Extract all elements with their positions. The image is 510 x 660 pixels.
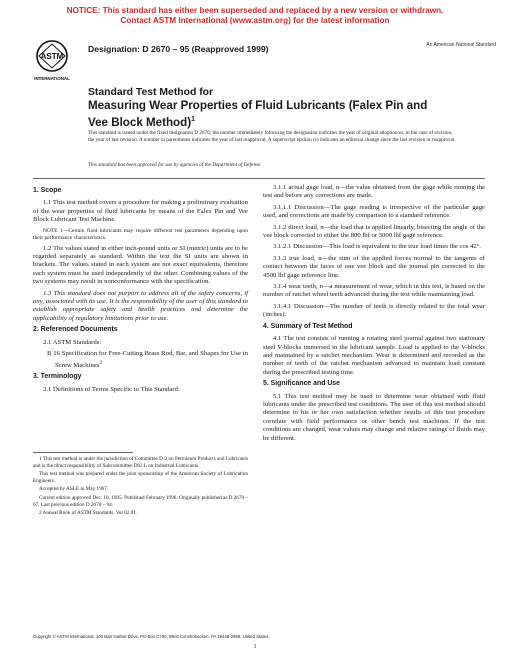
footnote-1d: Current edition approved Dec. 10, 1995. Published February 1996. Originally published as D 2670 – 67. Last previous edition D 2670 – 94.: [33, 494, 248, 508]
notice-line-2: Contact ASTM International (www.astm.org) for the latest information: [120, 16, 390, 25]
document-title: [88, 86, 448, 129]
title-footnote-mark: 1: [191, 115, 195, 123]
svg-text:ASTM: ASTM: [40, 52, 64, 61]
section-4-heading: 4. Summary of Test Method: [263, 322, 353, 330]
copyright-notice: Copyright © ASTM International, 100 Barr Harbor Drive, PO Box C700, West Conshohocken, PA 19428-2959, United States.: [33, 634, 270, 639]
title-line-2: [88, 99, 448, 129]
footnotes: [33, 456, 248, 519]
reference-b16-text: B 16 Specification for Free-Cutting Brass Rod, Bar, and Shapes for Use in Screw Machines: [47, 350, 248, 369]
header-divider: [33, 178, 485, 179]
footnote-1b: This test method was prepared under the joint sponsorship of the American Society of Lubrication Engineers.: [33, 471, 248, 484]
paragraph-3-1-4: 3.1.4 wear teeth, n—a measurement of wear, which in this test, is based on the number of ratchet wheel teeth advanced during the test while maintaining load.: [263, 283, 485, 299]
astm-logo: [33, 38, 71, 84]
title-line-1: Standard Test Method for: [88, 87, 214, 98]
section-1-heading: 1. Scope: [33, 187, 62, 194]
paragraph-1-3: 1.3 This standard does not purport to address all of the safety concerns, if any, associated with its use. It is the responsibility of the user of this standard to establish appropriate safety and health practices and determine the applicability of regulatory limitations prior to use.: [33, 289, 248, 322]
section-3-heading: 3. Terminology: [33, 373, 82, 381]
dod-approval-note: This standard has been approved for use by agencies of the Department of Defense.: [88, 162, 262, 168]
designation: Designation: D 2670 – 95 (Reapproved 1999): [88, 44, 269, 54]
page-number: 1: [253, 644, 257, 650]
paragraph-3-1: 3.1 Definitions of Terms Specific to This Standard:: [43, 385, 180, 393]
paragraph-5-1: 5.1 This test method may be used to determine wear obtained with fluid lubricants under the prescribed test conditions. The user of this test method should determine to his or her own satisfaction whether results of this test procedure correlate with field performance or other bench test machines. If the test conditions are changed, wear values may change and relative ratings of fluids may be different.: [263, 392, 485, 442]
footnote-divider: [33, 452, 133, 453]
notice-line-1: NOTICE: This standard has either been superseded and replaced by a new version or withdrawn.: [66, 6, 444, 15]
paragraph-3-1-1: 3.1.1 actual gage load, n—the value obtained from the gage while running the test and before any corrections are made.: [263, 184, 485, 200]
footnote-1: 1 This test method is under the jurisdiction of Committee D-2 on Petroleum Products and Lubricants and is the direct responsibility of Subcommittee D02.L on Industrial Lubricants.: [33, 456, 248, 469]
paragraph-2-1: 2.1 ASTM Standards:: [43, 338, 102, 346]
reference-b16-footnote-mark: 2: [99, 359, 103, 366]
logo-label: INTERNATIONAL: [34, 76, 70, 81]
american-national-standard-label: An American National Standard: [426, 42, 496, 48]
paragraph-3-1-4-1: 3.1.4.1 Discussion—The number of teeth is directly related to the total wear (inches).: [263, 302, 485, 319]
right-column: [263, 184, 485, 446]
paragraph-1-2: 1.2 The values stated in either inch-pound units or SI (metric) units are to be regarded separately as standard. Within the text the SI units are shown in brackets. The values stated in each system are not exact equivalents, therefore each system must be used independently of the other. Combining values of the two systems may result in nonconformance with the specification.: [33, 244, 248, 286]
paragraph-3-1-1-1: 3.1.1.1 Discussion—The gage reading is irrespective of the particular gage used, and corrections are made by comparison to a standard reference.: [263, 203, 485, 220]
note-1: NOTE 1—Certain fluid lubricants may require different test parameters depending upon their performance characteristics.: [33, 227, 248, 241]
paragraph-4-1: 4.1 The test consists of running a rotating steel journal against two stationary steel V-blocks immersed in the lubricant sample. Load is applied to the V-blocks and maintained by a ratchet mechanism. Wear is determined and recorded as the number of teeth of the ratchet mechanism advanced to maintain load constant during the prescribed testing time.: [263, 335, 485, 376]
left-column: [33, 184, 248, 397]
title-main: Measuring Wear Properties of Fluid Lubricants (Falex Pin and Vee Block Method): [88, 99, 428, 129]
section-2-heading: 2. Referenced Documents: [33, 326, 118, 334]
reference-b16: [33, 350, 248, 370]
paragraph-3-1-2: 3.1.2 direct load, n—the load that is applied linearly, bisecting the angle of the vee block corrected to either the 800 lbf or 3000 lbf gage reference.: [263, 223, 485, 240]
footnote-2: 2 Annual Book of ASTM Standards, Vol 02.01.: [39, 510, 138, 517]
supersession-notice: [0, 6, 510, 26]
footnote-1c: Accepted by ASLE in May 1967.: [39, 486, 109, 493]
standard-issuance-note: This standard is issued under the fixed designation D 2670; the number immediately following the designation indicates the year of original adoption or, in the case of revision, the year of last revision. A number in parentheses indicates the year of last reapproval. A superscript epsilon (ε) indicates an editorial change since the last revision or reapproval.: [88, 130, 456, 144]
paragraph-3-1-2-1: 3.1.2.1 Discussion—This load is equivalent to the true load times the cos 42°.: [273, 243, 482, 251]
section-5-heading: 5. Significance and Use: [263, 380, 340, 388]
paragraph-3-1-3: 3.1.3 true load, n—the sum of the applied forces normal to the tangents of contact between the faces of one vee block and the journal pin corrected to the 4500 lbf gage reference line.: [263, 254, 485, 279]
paragraph-1-1: 1.1 This test method covers a procedure for making a preliminary evaluation of the wear properties of fluid lubricants by means of the Falex Pin and Vee Block Lubricant Test Machine.: [33, 199, 248, 224]
